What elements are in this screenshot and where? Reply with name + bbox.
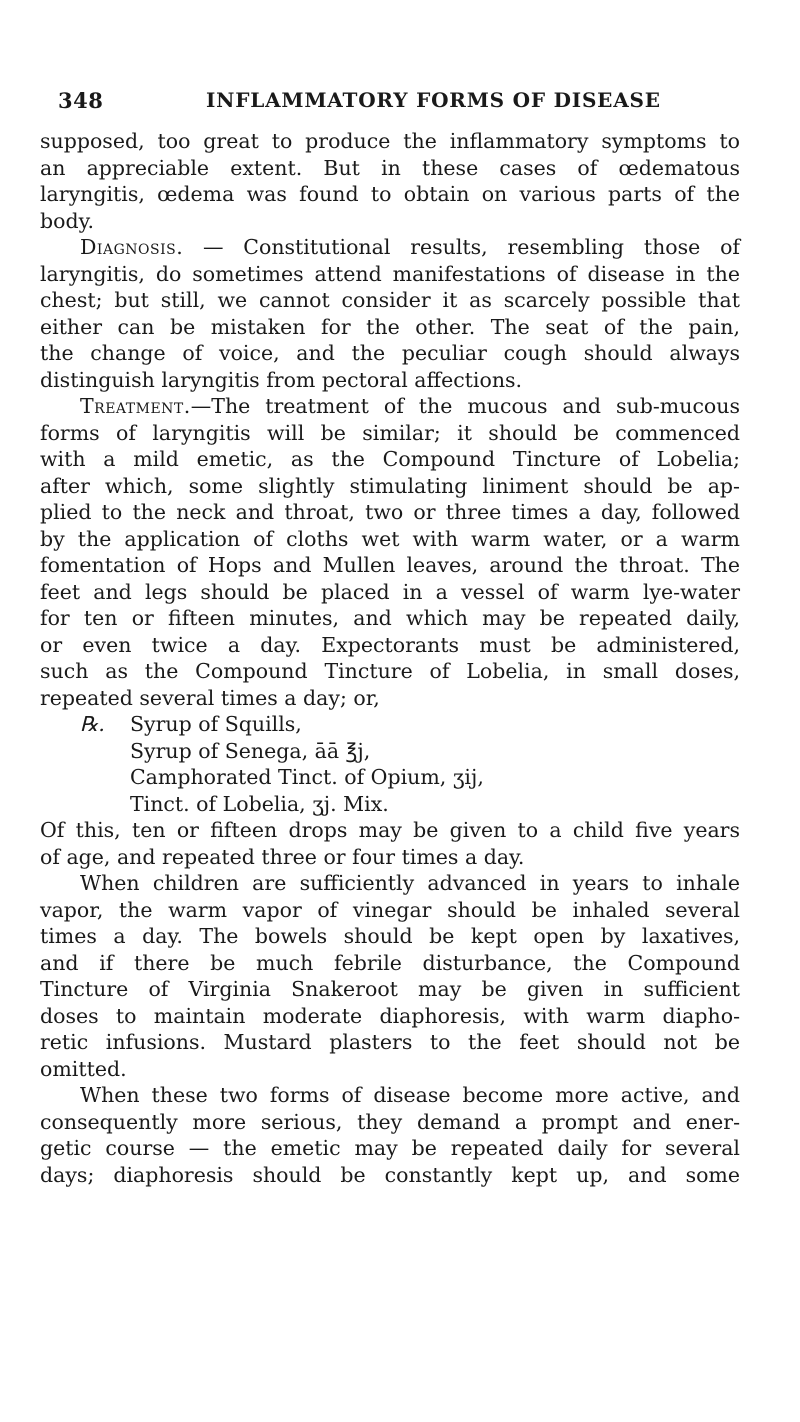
text-line: an appreciable extent. But in these cases of œdematous: [40, 155, 740, 180]
prescription-line: [80, 711, 740, 738]
text-line: repeated several times a day; or,: [40, 685, 380, 710]
page-header: [58, 88, 742, 118]
text-line: When children are sufficiently advanced in years to inhale: [80, 871, 740, 895]
text-line: retic infusions. Mustard plasters to the feet should not be: [40, 1030, 740, 1054]
text-line: Tincture of Virginia Snakeroot may be given in sufficient: [40, 977, 740, 1001]
text-line: distinguish laryngitis from pectoral affections.: [40, 367, 523, 392]
text-line: supposed, too great to produce the inflammatory symptoms to: [40, 129, 740, 153]
paragraph-dosage: [40, 817, 740, 870]
text-line: vapor, the warm vapor of vinegar should be inhaled several: [40, 897, 740, 922]
text-line: the change of voice, and the peculiar cough should always: [40, 341, 740, 365]
body-text: [40, 128, 740, 1188]
prescription: [80, 711, 740, 817]
text-line: either can be mistaken for the other. The seat of the pain,: [40, 314, 740, 339]
text-line: with a mild emetic, as the Compound Tincture of Lobelia;: [40, 447, 740, 471]
recipe-symbol: ℞.: [80, 712, 105, 736]
text-line: laryngitis, œdema was found to obtain on various parts of the: [40, 182, 740, 206]
text-line: [80, 234, 740, 261]
text-line: chest; but still, we cannot consider it as scarcely possible that: [40, 288, 740, 312]
text-line: getic course — the emetic may be repeated daily for several: [40, 1136, 740, 1160]
text-line: consequently more serious, they demand a prompt and ener-: [40, 1109, 740, 1134]
paragraph-children: [40, 870, 740, 1082]
text-line: [80, 393, 740, 420]
page-number: 348: [58, 88, 104, 113]
text-line: omitted.: [40, 1056, 127, 1081]
text-line: feet and legs should be placed in a vessel of warm lye-water: [40, 579, 740, 604]
text-line: for ten or fifteen minutes, and which may be repeated daily,: [40, 606, 740, 630]
paragraph-active-forms: [40, 1082, 740, 1188]
running-head: INFLAMMATORY FORMS OF DISEASE: [206, 88, 661, 112]
text-line: fomentation of Hops and Mullen leaves, around the throat. The: [40, 553, 740, 577]
text-line: and if there be much febrile disturbance, the Compound: [40, 950, 740, 975]
text-line: plied to the neck and throat, two or three times a day, followed: [40, 500, 740, 524]
text-line: or even twice a day. Expectorants must be administered,: [40, 632, 740, 657]
paragraph-treatment: [40, 393, 740, 711]
text-line: body.: [40, 208, 94, 233]
treatment-heading: Treatment.: [80, 394, 191, 418]
text-line: When these two forms of disease become more active, and: [80, 1083, 740, 1107]
prescription-item: Tinct. of Lobelia, ʒj. Mix.: [130, 791, 389, 816]
text-line: doses to maintain moderate diaphoresis, with warm diapho-: [40, 1003, 740, 1028]
text-line: Of this, ten or fifteen drops may be given to a child five years: [40, 818, 740, 842]
text-line: such as the Compound Tincture of Lobelia, in small doses,: [40, 659, 740, 683]
paragraph-continuation: [40, 128, 740, 234]
paragraph-diagnosis: [40, 234, 740, 393]
prescription-item: Syrup of Senega, āā ℥j,: [130, 738, 371, 763]
text-line: laryngitis, do sometimes attend manifestations of disease in the: [40, 261, 740, 286]
prescription-item: Camphorated Tinct. of Opium, ʒij,: [130, 765, 484, 789]
text-line: times a day. The bowels should be kept open by laxatives,: [40, 924, 740, 948]
text-line: forms of laryngitis will be similar; it should be commenced: [40, 420, 740, 445]
diagnosis-heading: Diagnosis.: [80, 235, 184, 259]
text-line: days; diaphoresis should be constantly kept up, and some: [40, 1162, 740, 1187]
prescription-item: Syrup of Squills,: [130, 712, 302, 736]
text-run: — Constitutional results, resembling those of: [183, 235, 740, 259]
text-run: —The treatment of the mucous and sub-mucous: [190, 394, 740, 418]
text-line: after which, some slightly stimulating liniment should be ap-: [40, 473, 740, 498]
text-line: of age, and repeated three or four times a day.: [40, 844, 525, 869]
text-line: by the application of cloths wet with warm water, or a warm: [40, 526, 740, 551]
